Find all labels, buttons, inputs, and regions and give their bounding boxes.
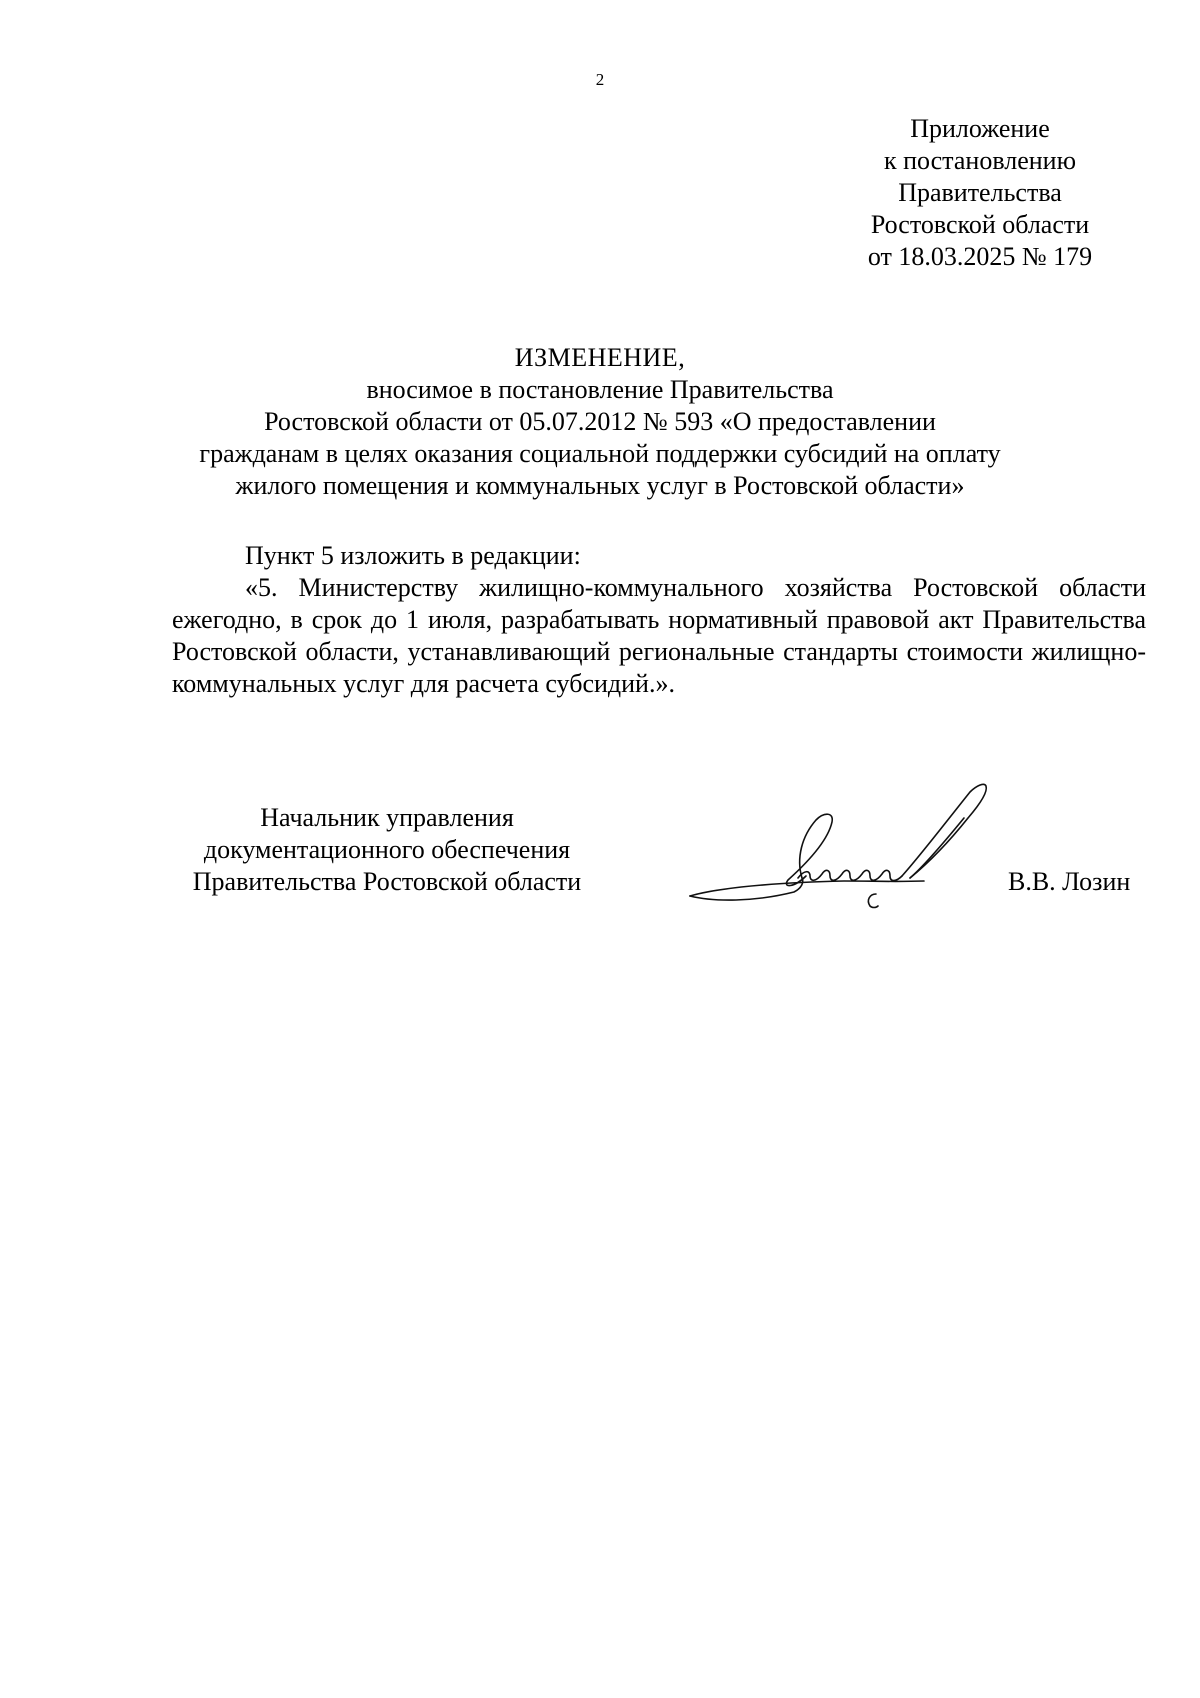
body-intro: Пункт 5 изложить в редакции: [245,541,581,570]
heading-line: жилого помещения и коммунальных услуг в Ростовской области» [235,471,965,500]
signer-name: В.В. Лозин [1008,867,1131,896]
document-heading [150,342,1050,502]
heading-line: Ростовской области от 05.07.2012 № 593 «О предоставлении [264,407,936,436]
appendix-line: Правительства [898,178,1062,207]
appendix-block [820,113,1140,273]
body-quote: «5. Министерству жилищно-коммунального хозяйства Ростовской области ежегодно, в срок до 1 июля, разрабатывать нормативный правовой акт Правительства Ростовской области, устанавливающий региональные стандарты стоимости жилищно-коммунальных услуг для расчета субсидий.». [172,573,1146,698]
body-text [172,540,1146,700]
handwritten-signature [684,778,1014,918]
heading-title: ИЗМЕНЕНИЕ, [514,343,686,372]
signer-position-line: документационного обеспечения [203,835,571,864]
appendix-line: от 18.03.2025 № 179 [867,242,1093,271]
appendix-line: Ростовской области [870,210,1090,239]
signer-position [172,802,602,898]
signer-position-line: Правительства Ростовской области [192,867,582,896]
signer-position-line: Начальник управления [260,803,514,832]
heading-line: гражданам в целях оказания социальной поддержки субсидий на оплату [199,439,1001,468]
appendix-line: к постановлению [883,146,1077,175]
appendix-line: Приложение [910,114,1050,143]
heading-line: вносимое в постановление Правительства [366,375,834,404]
page-number: 2 [595,70,605,89]
